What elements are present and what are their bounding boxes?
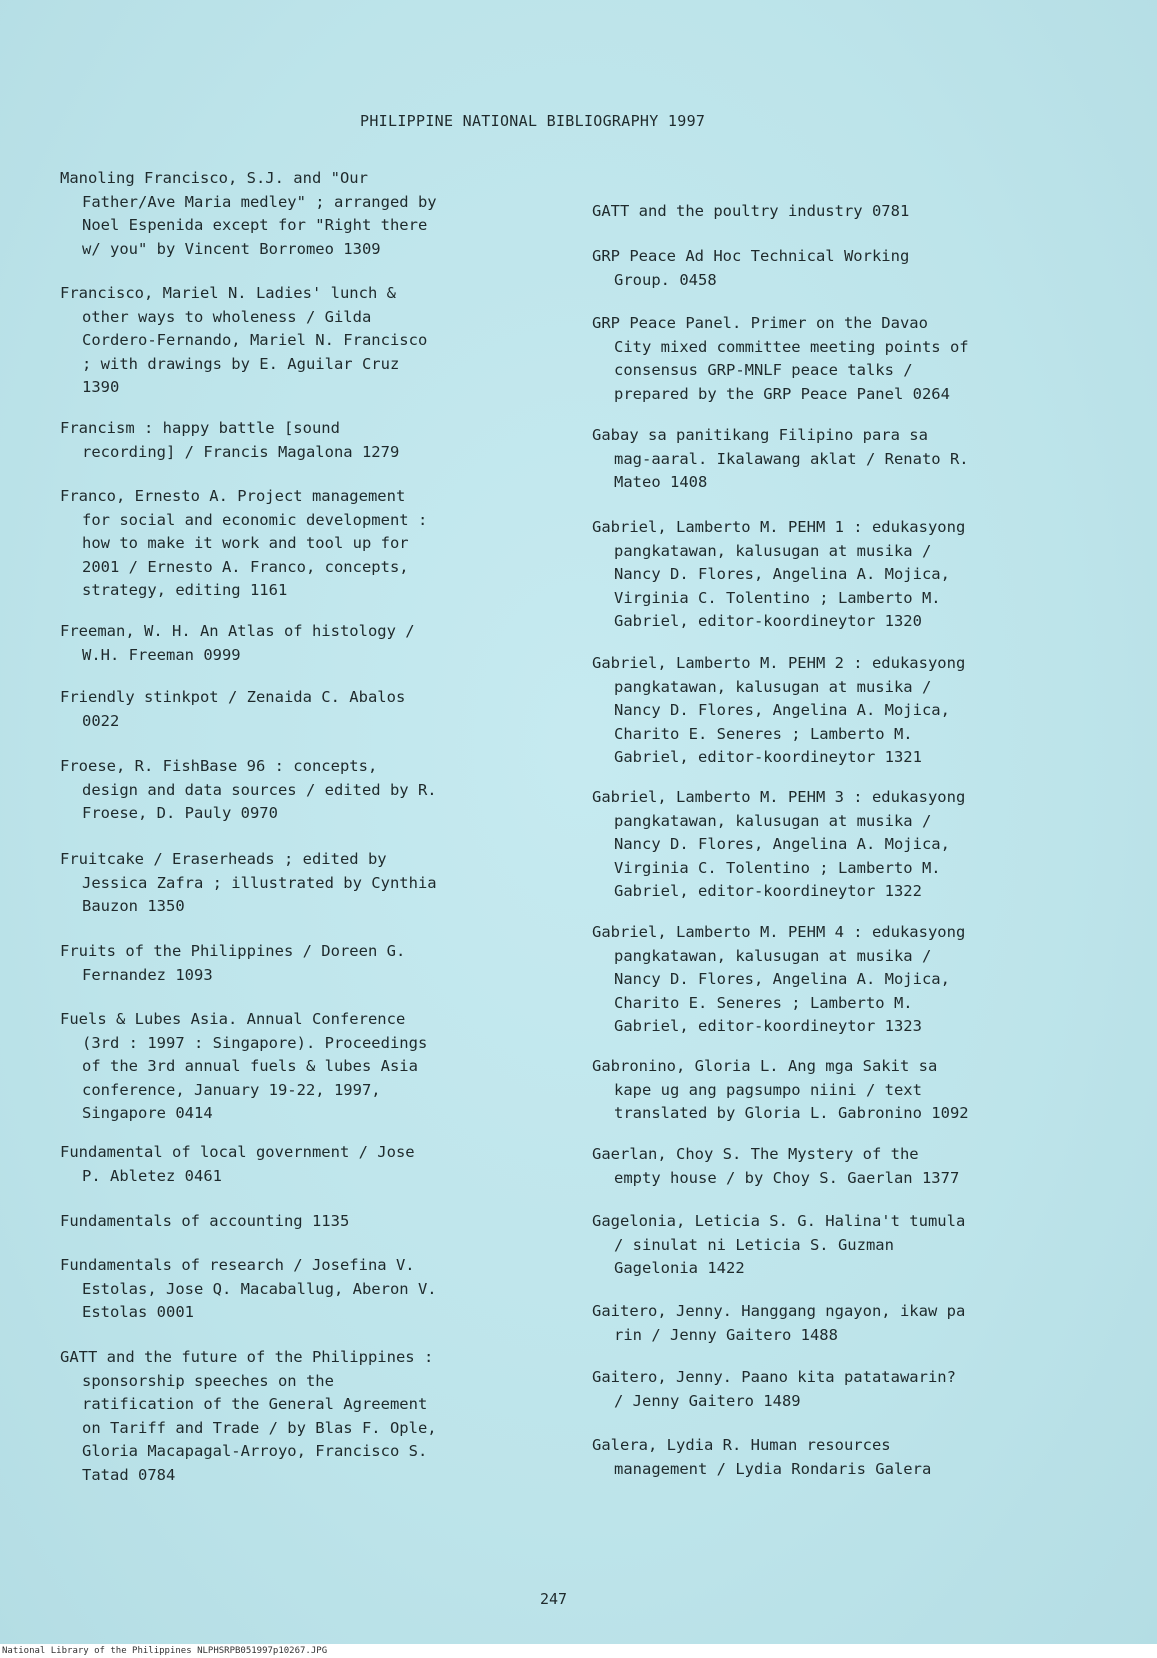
bib-entry: Gaitero, Jenny. Paano kita patatawarin? / Jenny Gaitero 1489 [592,1368,956,1410]
bib-entry: Froese, R. FishBase 96 : concepts, design and data sources / edited by R. Froese, D. Pauly 0970 [60,757,437,822]
bib-entry: Manoling Francisco, S.J. and "Our Father/Ave Maria medley" ; arranged by Noel Espenida except for "Right there w/ you" by Vincent Borromeo 1309 [60,169,437,258]
bib-entry: Francism : happy battle [sound recording] / Francis Magalona 1279 [60,419,400,461]
bib-entry: Gagelonia, Leticia S. G. Halina't tumula / sinulat ni Leticia S. Guzman Gagelonia 1422 [592,1212,966,1277]
bib-entry: GATT and the poultry industry 0781 [592,202,910,220]
bib-entry: GRP Peace Panel. Primer on the Davao City mixed committee meeting points of consensus GRP-MNLF peace talks / prepared by the GRP Peace Panel 0264 [592,314,969,403]
bib-entry: GRP Peace Ad Hoc Technical Working Group. 0458 [592,247,910,289]
bib-entry: Fundamentals of research / Josefina V. Estolas, Jose Q. Macaballug, Aberon V. Estolas 0001 [60,1256,437,1321]
bib-entry: Galera, Lydia R. Human resources management / Lydia Rondaris Galera [592,1436,932,1478]
bib-entry: GATT and the future of the Philippines : sponsorship speeches on the ratification of the General Agreement on Tariff and Trade / by Blas F. Ople, Gloria Macapagal-Arroyo, Francisco S. Tatad 0784 [60,1348,437,1484]
bib-entry: Freeman, W. H. An Atlas of histology / W.H. Freeman 0999 [60,622,415,664]
bib-entry: Fundamentals of accounting 1135 [60,1212,350,1230]
bib-entry: Gaitero, Jenny. Hanggang ngayon, ikaw pa rin / Jenny Gaitero 1488 [592,1302,966,1344]
bib-entry: Francisco, Mariel N. Ladies' lunch & other ways to wholeness / Gilda Cordero-Fernando, Mariel N. Francisco ; with drawings by E. Aguilar Cruz 1390 [60,284,428,396]
bib-entry: Gabriel, Lamberto M. PEHM 1 : edukasyong pangkatawan, kalusugan at musika / Nancy D. Flores, Angelina A. Mojica, Virginia C. Tolentino ; Lamberto M. Gabriel, editor-koordineytor 1320 [592,518,966,630]
bib-entry: Fruitcake / Eraserheads ; edited by Jessica Zafra ; illustrated by Cynthia Bauzon 1350 [60,850,437,915]
bib-entry: Fundamental of local government / Jose P. Abletez 0461 [60,1143,415,1185]
scan-footer: National Library of the Philippines NLPHSRPB051997p10267.JPG [0,1644,1157,1658]
bib-entry: Fuels & Lubes Asia. Annual Conference (3rd : 1997 : Singapore). Proceedings of the 3rd annual fuels & lubes Asia conference, January 19-22, 1997, Singapore 0414 [60,1010,428,1122]
bib-entry: Gabronino, Gloria L. Ang mga Sakit sa kape ug ang pagsumpo niini / text translated by Gloria L. Gabronino 1092 [592,1057,969,1122]
bib-entry: Gabriel, Lamberto M. PEHM 2 : edukasyong pangkatawan, kalusugan at musika / Nancy D. Flores, Angelina A. Mojica, Charito E. Seneres ; Lamberto M. Gabriel, editor-koordineytor 1321 [592,654,966,766]
page-number: 247 [540,1590,568,1608]
bib-entry: Franco, Ernesto A. Project management for social and economic development : how to make it work and tool up for 2001 / Ernesto A. Franco, concepts, strategy, editing 1161 [60,487,428,599]
bib-entry: Gabriel, Lamberto M. PEHM 3 : edukasyong pangkatawan, kalusugan at musika / Nancy D. Flores, Angelina A. Mojica, Virginia C. Tolentino ; Lamberto M. Gabriel, editor-koordineytor 1322 [592,788,966,900]
running-header: PHILIPPINE NATIONAL BIBLIOGRAPHY 1997 [360,112,706,130]
bib-entry: Gabriel, Lamberto M. PEHM 4 : edukasyong pangkatawan, kalusugan at musika / Nancy D. Flores, Angelina A. Mojica, Charito E. Seneres ; Lamberto M. Gabriel, editor-koordineytor 1323 [592,923,966,1035]
bib-entry: Fruits of the Philippines / Doreen G. Fernandez 1093 [60,942,406,984]
bib-entry: Gaerlan, Choy S. The Mystery of the empty house / by Choy S. Gaerlan 1377 [592,1145,960,1187]
bib-entry: Friendly stinkpot / Zenaida C. Abalos 0022 [60,688,406,730]
bib-entry: Gabay sa panitikang Filipino para sa mag-aaral. Ikalawang aklat / Renato R. Mateo 1408 [592,426,969,491]
